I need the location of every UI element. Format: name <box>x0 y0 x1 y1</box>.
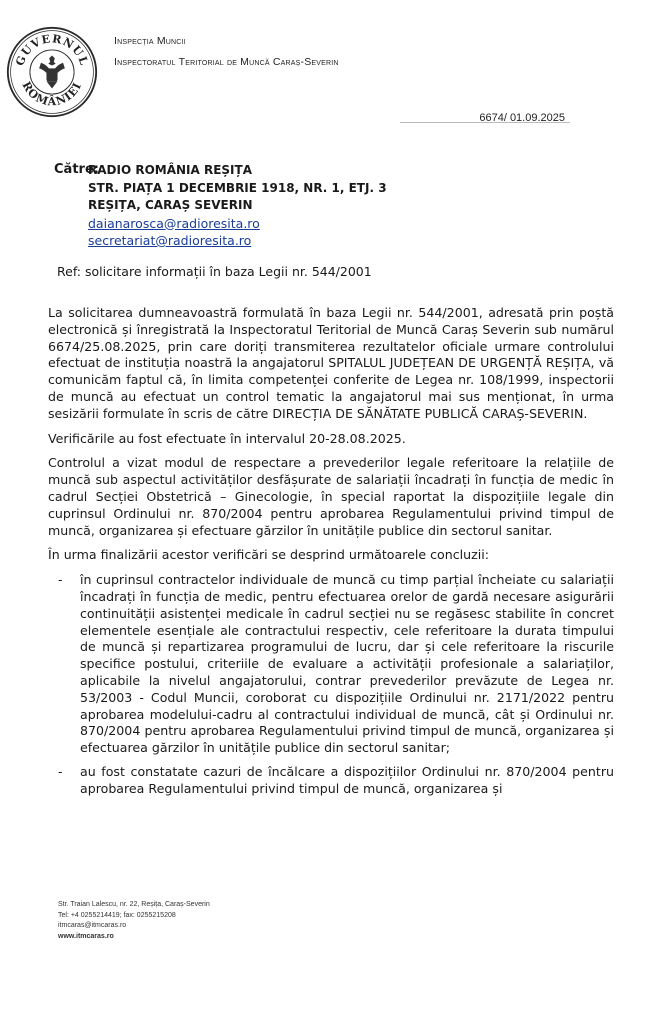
recipient-name: RADIO ROMÂNIA REȘIȚA <box>88 163 252 177</box>
recipient-email-link[interactable]: daianarosca@radioresita.ro <box>88 215 260 231</box>
paragraph: Controlul a vizat modul de respectare a prevederilor legale referitoare la relațiile de muncă sub aspectul activităților desfășurate de salariații încadrați în funcția de medic în cadrul Secției Obstetrică – Ginecologie, în special raportat la dispozițiile legale din cuprinsul Ordinului nr. 870/2004 pentru aprobarea Regulamentului privind timpul de muncă, organizarea și efectuare gărzilor în unitățile publice din sectorul sanitar. <box>48 455 614 538</box>
recipient-street: STR. PIAȚA 1 DECEMBRIE 1918, NR. 1, ETJ. 3 <box>88 180 387 195</box>
recipient-label: Către: <box>54 162 99 177</box>
footer-phone: Tel: +4 0255214419; fax: 0255215208 <box>58 911 176 919</box>
footer-website: www.itmcaras.ro <box>58 932 114 940</box>
institution-name: Inspecția Muncii <box>114 35 186 47</box>
government-seal-logo <box>6 26 98 118</box>
footer-contact <box>58 900 210 942</box>
list-item: - au fost constatate cazuri de încălcare a dispozițiilor Ordinului nr. 870/2004 pentru aprobarea Regulamentului privind timpul de muncă, organizarea și <box>80 764 614 798</box>
seal-top-text: GUVERNUL <box>13 32 91 68</box>
recipient-block <box>88 162 387 250</box>
list-item: - în cuprinsul contractelor individuale de muncă cu timp parțial încheiate cu salariații încadrați în funcția de medic, pentru efectuarea orelor de gardă necesare asigurării continuității asistenței medicale în cadrul secției nu se regăsesc stabilite în concret elementele esențiale ale contractului respectiv, cele referitoare la durata timpului de muncă și repartizarea programului de lucru, dar și cele referitoare la riscurile specifice postului, criteriile de evaluare a activității profesionale a salariaților, aplicabile la nivelul angajatorului, contrar prevederilor prevăzute de Legea nr. 53/2003 - Codul Muncii, coroborat cu dispozițiile Ordinului nr. 2171/2022 pentru aprobarea modelului-cadru al contractului individual de muncă, cât și Ordinului nr. 870/2004 pentru aprobarea Regulamentului privind timpul de muncă, organizarea și efectuarea gărzilor în unitățile publice din sectorul sanitar; <box>80 572 614 757</box>
reference-line: Ref: solicitare informații în baza Legii nr. 544/2001 <box>57 264 372 279</box>
paragraph: În urma finalizării acestor verificări se desprind următoarele concluzii: <box>48 547 489 563</box>
recipient-city: REȘIȚA, CARAȘ SEVERIN <box>88 198 253 212</box>
seal-bottom-text: ROMÂNIEI <box>19 79 85 109</box>
recipient-email-link[interactable]: secretariat@radioresita.ro <box>88 233 252 248</box>
footer-address: Str. Traian Lalescu, nr. 22, Reșița, Caraș-Severin <box>58 901 210 908</box>
paragraph: La solicitarea dumneavoastră formulată în baza Legii nr. 544/2001, adresată prin poștă electronică și înregistrată la Inspectoratul Teritorial de Muncă Caraș Severin sub numărul 6674/25.08.2025, prin care doriți transmiterea rezultatelor oficiale urmare controlului efectuat de instituția noastră la angajatorul SPITALUL JUDEȚEAN DE URGENȚĂ REȘIȚA, vă comunicăm faptul că, în limita competenței conferite de Legea nr. 108/1999, inspectorii de muncă au efectuat un control tematic la angajatorul mai sus menționat, în urma sesizării formulate în scris de către DIRECȚIA DE SĂNĂTATE PUBLICĂ CARAȘ-SEVERIN. <box>48 305 614 421</box>
conclusions-list <box>48 572 614 797</box>
letter-body <box>48 305 614 805</box>
inspectorate-name: Inspectoratul Teritorial de Muncă Caraș-Severin <box>114 56 339 68</box>
footer-email: itmcaras@itmcaras.ro <box>58 922 127 929</box>
registration-number: 6674/ 01.09.2025 <box>479 112 565 124</box>
paragraph: Verificările au fost efectuate în intervalul 20-28.08.2025. <box>48 430 406 446</box>
